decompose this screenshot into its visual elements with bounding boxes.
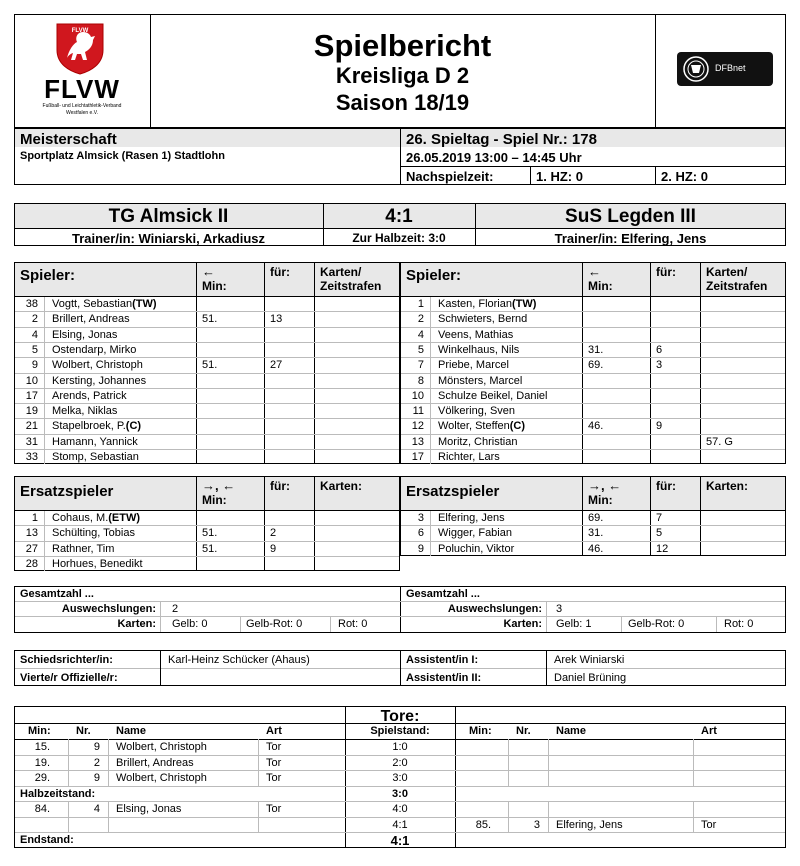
player-name: Elfering, Jens (438, 512, 505, 524)
player-name: Poluchin, Viktor (438, 542, 515, 555)
player-sub-minute: 51. (202, 542, 218, 555)
away-goal-type: Tor (701, 818, 717, 831)
player-sub-for: 3 (656, 359, 663, 372)
player-name: Wolbert, Christoph (52, 359, 143, 372)
stoppage-label: Nachspielzeit: (406, 169, 494, 184)
flvw-logo-text: FLVW (44, 74, 120, 104)
final-result: 4:1 (385, 206, 413, 227)
assistant-1-label: Assistent/in I: (406, 654, 479, 666)
player-number: 10 (411, 389, 424, 402)
home-subs-header: Ersatzspieler (20, 483, 114, 500)
player-number: 13 (25, 527, 38, 540)
goals-header-min: Min: (28, 725, 51, 737)
goal-number: 2 (93, 756, 100, 769)
goals-header-nr: Nr. (76, 725, 91, 737)
player-sub-for: 9 (270, 542, 277, 555)
flvw-crest-icon (53, 20, 107, 76)
away-subs-count: 3 (556, 603, 563, 615)
matchday: 26. Spieltag - Spiel Nr.: 178 (406, 131, 597, 148)
assistant-2-name: Daniel Brüning (554, 672, 627, 684)
player-sub-minute: 46. (588, 542, 604, 555)
home-sub-cards-header: Karten: (320, 479, 363, 493)
player-number: 13 (411, 435, 424, 448)
player-number: 2 (31, 313, 38, 326)
player-sub-minute: 69. (588, 359, 604, 372)
home-team: TG Almsick II (108, 206, 229, 227)
goal-minute: 29. (34, 772, 50, 784)
player-number: 11 (412, 405, 424, 418)
player-name: Rathner, Tim (52, 542, 115, 555)
goals-header-away-min: Min: (469, 725, 492, 737)
away-goal-scorer: Elfering, Jens (556, 818, 623, 831)
player-name: Cohaus, M.(ETW) (52, 512, 141, 524)
home-min-header: Min: (202, 279, 227, 293)
player-number: 4 (417, 328, 424, 341)
goals-header-away-nr: Nr. (516, 725, 531, 737)
player-number: 9 (31, 359, 38, 372)
player-cards: 57. G (706, 435, 733, 448)
home-sub-arrows: →, ← (202, 478, 236, 493)
dfb-eagle-icon (682, 55, 710, 83)
home-cards-header-2: Zeitstrafen (320, 279, 382, 293)
player-number: 33 (25, 451, 38, 463)
goal-type: Tor (266, 772, 282, 784)
player-sub-minute: 46. (588, 420, 604, 433)
player-name: Stomp, Sebastian (52, 451, 139, 463)
fourth-official-label: Vierte/r Offizielle/r: (20, 672, 118, 684)
flvw-logo-subtitle: Fußball- und Leichtathletik-Verband (42, 103, 122, 109)
player-number: 5 (31, 343, 38, 356)
player-sub-for: 5 (656, 527, 663, 540)
away-cards-label: Karten: (503, 618, 542, 630)
player-number: 9 (417, 542, 424, 555)
player-name: Horhues, Benedikt (52, 557, 143, 570)
assistant-1-name: Arek Winiarski (554, 654, 625, 666)
away-red: Rot: 0 (724, 618, 754, 630)
player-sub-minute: 51. (202, 527, 218, 540)
final-goal-score: 4:1 (390, 833, 410, 848)
player-sub-for: 2 (270, 527, 277, 540)
player-sub-for: 13 (270, 313, 283, 326)
away-subs-label: Auswechslungen: (447, 603, 542, 615)
goal-number: 9 (93, 772, 100, 784)
home-yellow: Gelb: 0 (172, 618, 208, 630)
stoppage-second-half: 2. HZ: 0 (661, 169, 708, 184)
player-sub-minute: 31. (588, 527, 604, 540)
away-min-arrow: ← (588, 264, 601, 279)
away-for-header: für: (656, 265, 676, 279)
goals-header-away-name: Name (556, 725, 586, 737)
player-name: Schwieters, Bernd (438, 313, 528, 326)
away-subs-header: Ersatzspieler (406, 483, 500, 500)
away-sub-cards-header: Karten: (706, 479, 749, 493)
halftime-score: Zur Halbzeit: 3:0 (352, 231, 446, 245)
player-sub-for: 12 (656, 542, 669, 555)
halftime-goal-score: 3:0 (392, 787, 408, 800)
player-name: Richter, Lars (438, 451, 500, 463)
player-sub-minute: 51. (202, 359, 218, 372)
referee-label: Schiedsrichter/in: (20, 654, 113, 666)
season-title: Saison 18/19 (335, 90, 470, 115)
goal-score: 4:0 (392, 803, 408, 815)
assistant-2-label: Assistent/in II: (406, 672, 482, 684)
player-number: 21 (25, 420, 38, 433)
stoppage-first-half: 1. HZ: 0 (536, 169, 583, 184)
player-number: 12 (411, 420, 424, 433)
player-number: 17 (25, 389, 38, 402)
player-number: 3 (417, 512, 424, 524)
home-yellowred: Gelb-Rot: 0 (246, 618, 303, 630)
goal-scorer: Elsing, Jonas (116, 803, 182, 815)
away-cards-header: Karten/ (706, 265, 748, 279)
away-sub-min-header: Min: (588, 493, 613, 507)
player-name: Stapelbroek, P.(C) (52, 420, 142, 433)
player-number: 19 (25, 405, 38, 418)
player-name: Melka, Niklas (52, 405, 118, 418)
home-for-header: für: (270, 265, 290, 279)
home-totals-label: Gesamtzahl ... (20, 588, 94, 600)
goals-header-art: Art (266, 725, 282, 737)
dfbnet-logo-text: DFBnet (715, 63, 746, 73)
home-sub-min-header: Min: (202, 493, 227, 507)
goal-scorer: Wolbert, Christoph (116, 772, 207, 784)
goal-score: 1:0 (392, 741, 408, 753)
home-players-header: Spieler: (20, 267, 76, 284)
player-name: Schülting, Tobias (52, 527, 135, 540)
league-title: Kreisliga D 2 (335, 63, 470, 88)
match-datetime: 26.05.2019 13:00 – 14:45 Uhr (406, 150, 582, 165)
player-name: Elsing, Jonas (52, 328, 118, 341)
goal-minute: 84. (34, 803, 50, 815)
player-number: 6 (417, 527, 424, 540)
player-number: 5 (417, 343, 424, 356)
dfbnet-logo (677, 52, 773, 86)
player-number: 10 (25, 374, 38, 387)
player-name: Moritz, Christian (438, 435, 518, 448)
goal-type: Tor (266, 756, 282, 769)
home-min-arrow: ← (202, 264, 215, 279)
flvw-logo (16, 16, 148, 126)
away-players-header: Spieler: (406, 267, 462, 284)
goal-number: 9 (93, 741, 100, 753)
player-name: Arends, Patrick (52, 389, 127, 402)
player-name: Ostendarp, Mirko (52, 343, 137, 356)
goal-minute: 15. (34, 741, 50, 753)
player-sub-for: 7 (656, 512, 663, 524)
goal-type: Tor (266, 741, 282, 753)
player-sub-minute: 51. (202, 313, 218, 326)
goals-header-away-art: Art (701, 725, 717, 737)
player-number: 4 (31, 328, 38, 341)
goal-score: 2:0 (392, 756, 408, 769)
player-sub-minute: 31. (588, 343, 604, 356)
away-yellow: Gelb: 1 (556, 618, 592, 630)
referee-name: Karl-Heinz Schücker (Ahaus) (168, 654, 310, 666)
goal-minute: 19. (34, 756, 50, 769)
player-name: Mönsters, Marcel (438, 374, 523, 387)
away-min-header: Min: (588, 279, 613, 293)
away-cards-header-2: Zeitstrafen (706, 279, 768, 293)
player-number: 31 (25, 435, 38, 448)
player-name: Völkering, Sven (438, 405, 516, 418)
player-number: 38 (25, 298, 38, 310)
away-yellowred: Gelb-Rot: 0 (628, 618, 685, 630)
home-coach: Trainer/in: Winiarski, Arkadiusz (71, 231, 265, 246)
player-number: 17 (411, 451, 424, 463)
player-name: Vogtt, Sebastian(TW) (52, 298, 157, 310)
home-red: Rot: 0 (338, 618, 368, 630)
goal-score: 3:0 (392, 772, 408, 784)
home-cards-header: Karten/ (320, 265, 362, 279)
away-goal-number: 3 (533, 818, 540, 831)
player-name: Winkelhaus, Nils (438, 343, 520, 356)
goal-scorer: Wolbert, Christoph (116, 741, 207, 753)
flvw-logo-subtitle-2: Westfalen e.V. (66, 110, 98, 116)
goals-header-name: Name (116, 725, 146, 737)
home-subs-label: Auswechslungen: (61, 603, 156, 615)
goals-title: Tore: (380, 708, 420, 725)
player-number: 27 (25, 542, 38, 555)
goal-score: 4:1 (392, 818, 408, 831)
goals-header-score: Spielstand: (370, 725, 430, 737)
halftime-label: Halbzeitstand: (20, 787, 96, 800)
player-name: Hamann, Yannick (52, 435, 138, 448)
player-sub-for: 27 (270, 359, 283, 372)
away-goal-minute: 85. (475, 818, 491, 831)
away-sub-for-header: für: (656, 479, 676, 493)
goal-type: Tor (266, 803, 282, 815)
home-cards-label: Karten: (117, 618, 156, 630)
player-sub-for: 9 (656, 420, 663, 433)
home-subs-count: 2 (172, 603, 179, 615)
player-name: Brillert, Andreas (52, 313, 130, 326)
player-number: 28 (25, 557, 38, 570)
player-name: Veens, Mathias (438, 328, 514, 341)
page-title: Spielbericht (313, 28, 492, 63)
player-sub-minute: 69. (588, 512, 604, 524)
away-coach: Trainer/in: Elfering, Jens (554, 231, 707, 246)
player-number: 8 (417, 374, 424, 387)
goal-number: 4 (93, 803, 100, 815)
final-label: Endstand: (20, 834, 74, 846)
player-name: Schulze Beikel, Daniel (438, 389, 548, 402)
player-number: 1 (417, 298, 424, 310)
away-totals-label: Gesamtzahl ... (406, 588, 480, 600)
player-name: Kasten, Florian(TW) (438, 298, 537, 310)
svg-text:FLVW: FLVW (71, 28, 89, 34)
player-number: 2 (417, 313, 424, 326)
player-name: Wigger, Fabian (438, 527, 512, 540)
competition: Meisterschaft (20, 131, 117, 148)
player-sub-for: 6 (656, 343, 663, 356)
player-name: Priebe, Marcel (438, 359, 509, 372)
away-sub-arrows: →, ← (588, 478, 622, 493)
venue: Sportplatz Almsick (Rasen 1) Stadtlohn (20, 150, 225, 162)
away-team: SuS Legden III (565, 206, 696, 227)
goal-scorer: Brillert, Andreas (116, 756, 194, 769)
player-name: Kersting, Johannes (52, 374, 147, 387)
player-name: Wolter, Steffen(C) (438, 420, 526, 433)
home-sub-for-header: für: (270, 479, 290, 493)
player-number: 7 (417, 359, 424, 372)
player-number: 1 (31, 512, 38, 524)
